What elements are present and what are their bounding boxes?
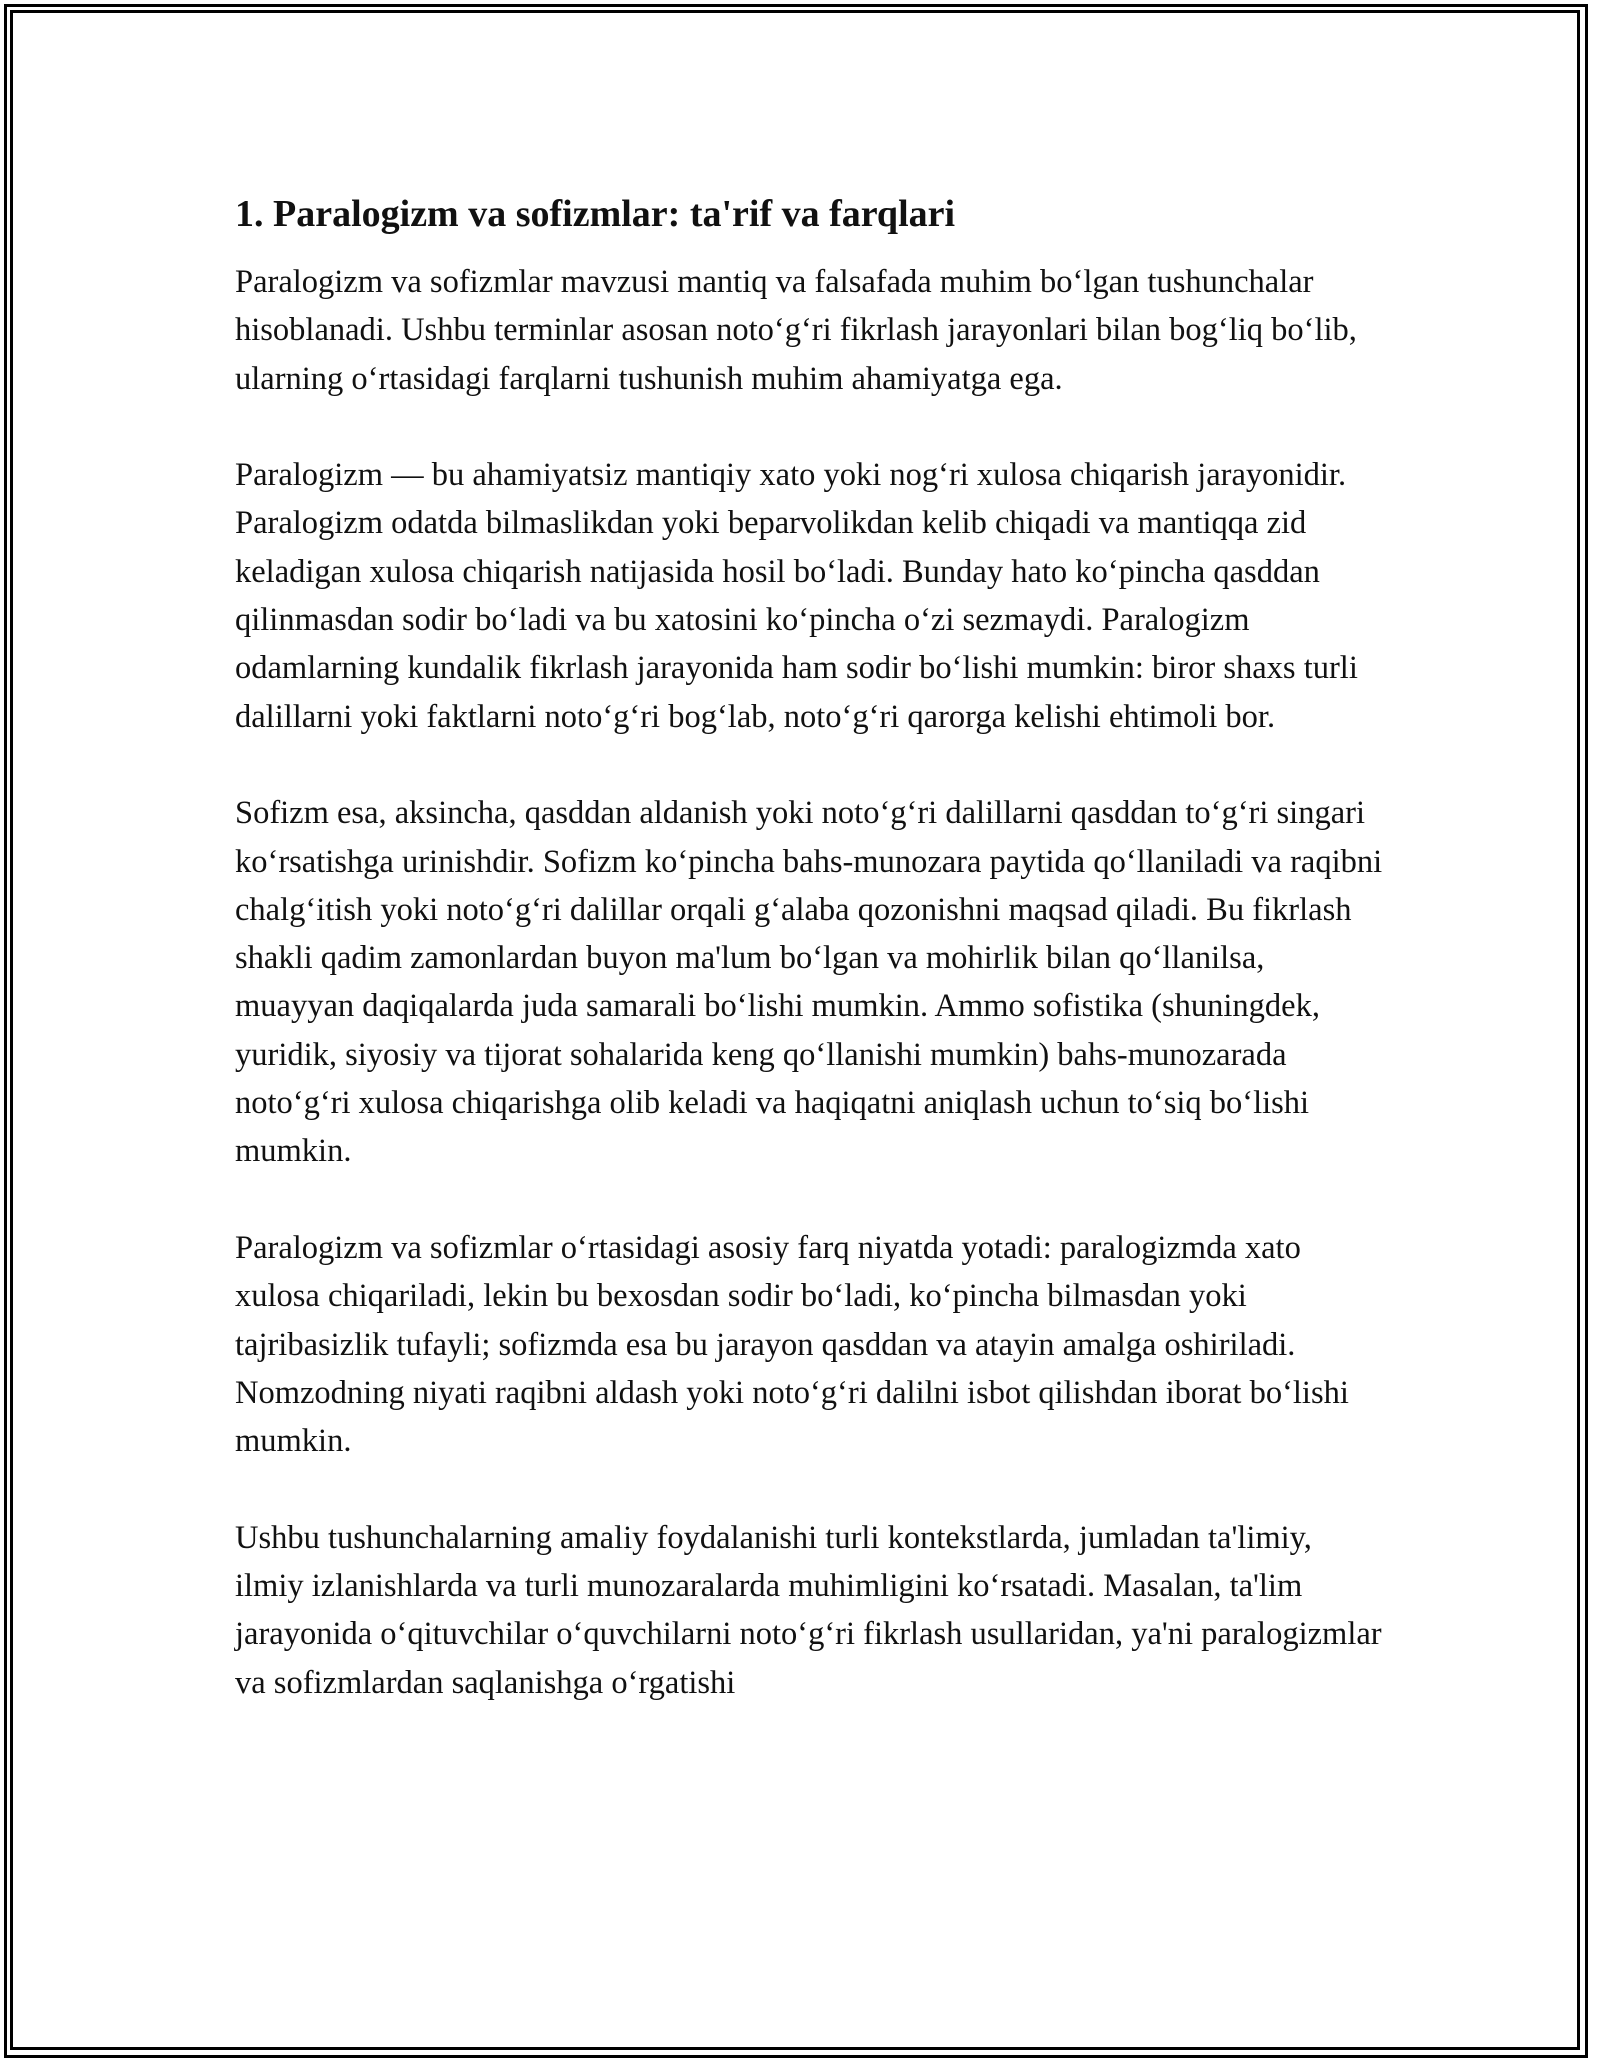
paragraph-paralogizm: Paralogizm — bu ahamiyatsiz mantiqiy xato yoki nog‘ri xulosa chiqarish jarayonidir. Paralogizm odatda bilmaslikdan yoki beparvolikdan kelib chiqadi va mantiqqa zid keladigan xulosa chiqarish natijasida hosil bo‘ladi. Bunday hato ko‘pincha qasddan qilinmasdan sodir bo‘ladi va bu xatosini ko‘pincha o‘zi sezmaydi. Paralogizm odamlarning kundalik fikrlash jarayonida ham sodir bo‘lishi mumkin: biror shaxs turli dalillarni yoki faktlarni noto‘g‘ri bog‘lab, noto‘g‘ri qarorga kelishi ehtimoli bor. <box>235 457 1358 735</box>
section-heading: 1. Paralogizm va sofizmlar: ta'rif va farqlari <box>235 193 956 235</box>
paragraph-sofizm: Sofizm esa, aksincha, qasddan aldanish yoki noto‘g‘ri dalillarni qasddan to‘g‘ri singari ko‘rsatishga urinishdir. Sofizm ko‘pincha bahs-munozara paytida qo‘llaniladi va raqibni chalg‘itish yoki noto‘g‘ri dalillar orqali g‘alaba qozonishni maqsad qiladi. Bu fikrlash shakli qadim zamonlardan buyon ma'lum bo‘lgan va mohirlik bilan qo‘llanilsa, muayyan daqiqalarda juda samarali bo‘lishi mumkin. Ammo sofistika (shuningdek, yuridik, siyosiy va tijorat sohalarida keng qo‘llanishi mumkin) bahs-munozarada noto‘g‘ri xulosa chiqarishga olib keladi va haqiqatni aniqlash uchun to‘siq bo‘lishi mumkin. <box>235 795 1383 1170</box>
document-body <box>235 190 1385 1755</box>
paragraph-application: Ushbu tushunchalarning amaliy foydalanishi turli kontekstlarda, jumladan ta'limiy, ilmiy izlanishlarda va turli munozaralarda muhimligini ko‘rsatadi. Masalan, ta'lim jarayonida o‘qituvchilar o‘quvchilarni noto‘g‘ri fikrlash usullaridan, ya'ni paralogizmlar va sofizmlardan saqlanishga o‘rgatishi <box>235 1519 1382 1701</box>
paragraph-intro: Paralogizm va sofizmlar mavzusi mantiq va falsafada muhim bo‘lgan tushunchalar hisoblanadi. Ushbu terminlar asosan noto‘g‘ri fikrlash jarayonlari bilan bog‘liq bo‘lib, ularning o‘rtasidagi farqlarni tushunish muhim ahamiyatga ega. <box>235 264 1357 397</box>
paragraph-difference: Paralogizm va sofizmlar o‘rtasidagi asosiy farq niyatda yotadi: paralogizmda xato xulosa chiqariladi, lekin bu bexosdan sodir bo‘ladi, ko‘pincha bilmasdan yoki tajribasizlik tufayli; sofizmda esa bu jarayon qasddan va atayin amalga oshiriladi. Nomzodning niyati raqibni aldash yoki noto‘g‘ri dalilni isbot qilishdan iborat bo‘lishi mumkin. <box>235 1229 1349 1460</box>
